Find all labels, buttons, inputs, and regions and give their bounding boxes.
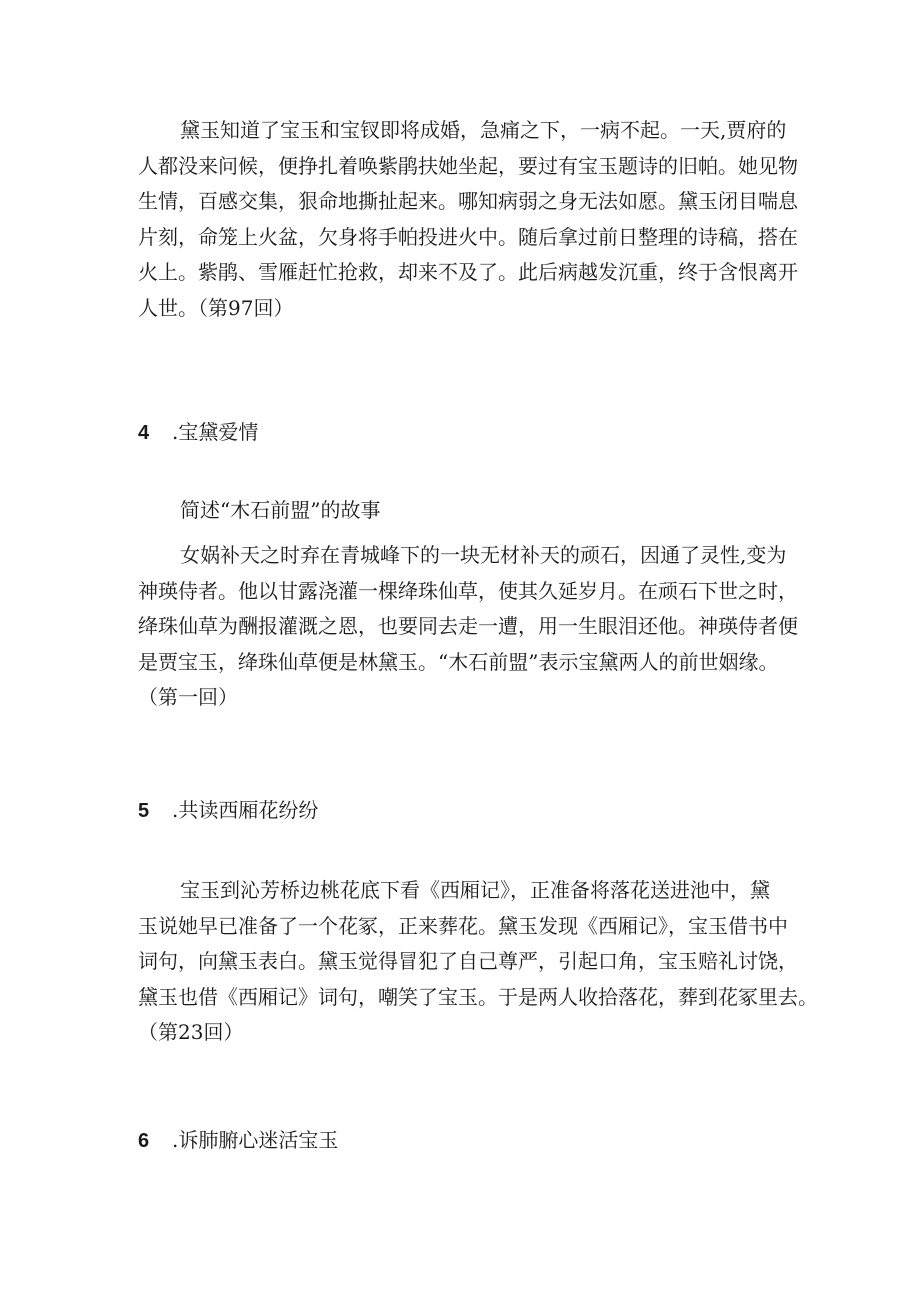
text-line: 片刻，命笼上火盆，欠身将手帕投进火中。随后拿过前日整理的诗稿，搭在 xyxy=(138,224,798,249)
text-line: 玉说她早已准备了一个花冢，正来葬花。黛玉发现《西厢记》，宝玉借书中 xyxy=(138,913,788,938)
section-title: .共读西厢花纷纷 xyxy=(172,798,319,822)
text-line: 神瑛侍者。他以甘露浇灌一棵绛珠仙草，使其久延岁月。在顽石下世之时， xyxy=(138,578,798,603)
section-heading-5 xyxy=(138,796,318,825)
text-line: 是贾宝玉，绛珠仙草便是林黛玉。“木石前盟”表示宝黛两人的前世姻缘。 xyxy=(138,649,779,674)
section-subheading: 简述“木石前盟”的故事 xyxy=(180,498,381,522)
section-number: 4 xyxy=(138,422,150,444)
text-line: 宝玉到沁芳桥边桃花底下看《西厢记》，正准备将落花送进池中，黛 xyxy=(180,878,770,902)
section-title: .宝黛爱情 xyxy=(172,420,259,444)
text-line: 女娲补天之时弃在青城峰下的一块无材补天的顽石，因通了灵性,变为 xyxy=(180,543,787,567)
text-line: 绛珠仙草为酬报灌溉之恩，也要同去走一遭，用一生眼泪还他。神瑛侍者便 xyxy=(138,614,798,638)
text-line: 火上。紫鹃、雪雁赶忙抢救，却来不及了。此后病越发沉重，终于含恨离开 xyxy=(138,260,798,284)
paragraph-xixiangji xyxy=(138,873,818,1051)
section-heading-6 xyxy=(138,1126,338,1155)
paragraph-daiyu-burns-poems xyxy=(138,113,798,326)
text-line: 词句，向黛玉表白。黛玉觉得冒犯了自己尊严，引起口角，宝玉赔礼讨饶， xyxy=(138,949,798,973)
paragraph-mushi-qianmeng xyxy=(138,538,798,716)
text-line: 人世。（第97回） xyxy=(138,295,294,320)
section-number: 6 xyxy=(138,1130,150,1152)
section-heading-4 xyxy=(138,418,258,447)
text-line: 人都没来问候，便挣扎着唤紫鹃扶她坐起，要过有宝玉题诗的旧帕。她见物 xyxy=(138,153,798,178)
section-title: .诉肺腑心迷活宝玉 xyxy=(172,1128,339,1152)
text-line: 生情，百感交集，狠命地撕扯起来。哪知病弱之身无法如愿。黛玉闭目喘息 xyxy=(138,189,798,213)
text-line: （第一回） xyxy=(138,685,238,709)
text-line: （第23回） xyxy=(138,1020,244,1044)
text-line: 黛玉知道了宝玉和宝钗即将成婚，急痛之下，一病不起。一天,贾府的 xyxy=(180,118,787,142)
section-number: 5 xyxy=(138,800,150,822)
text-line: 黛玉也借《西厢记》词句，嘲笑了宝玉。于是两人收拾落花，葬到花冢里去。 xyxy=(138,984,818,1009)
